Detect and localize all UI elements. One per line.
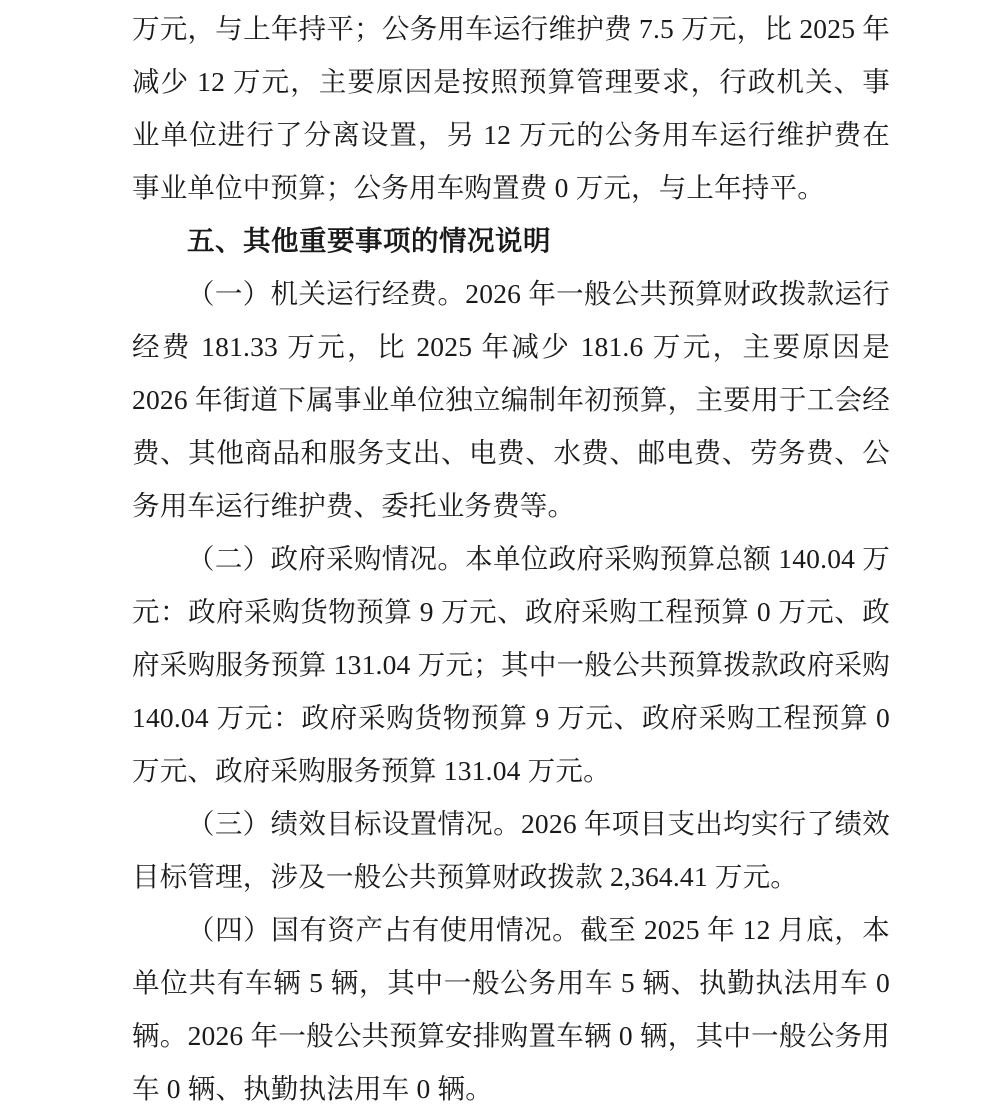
document-body <box>132 0 890 1115</box>
paragraph-operating-expense: （一）机关运行经费。2026 年一般公共预算财政拨款运行经费 181.33 万元，比 2025 年减少 181.6 万元，主要原因是 2026 年街道下属事业单位独立编制年初预算，主要用于工会经费、其他商品和服务支出、电费、水费、邮电费、劳务费、公务用车运行维护费、委托业务费等。 <box>132 278 890 521</box>
paragraph-state-assets: （四）国有资产占有使用情况。截至 2025 年 12 月底，本单位共有车辆 5 辆，其中一般公务用车 5 辆、执勤执法用车 0 辆。2026 年一般公共预算安排购置车辆 0 辆，其中一般公务用车 0 辆、执勤执法用车 0 辆。 <box>132 914 890 1104</box>
paragraph-car-expense-continued: 万元，与上年持平；公务用车运行维护费 7.5 万元，比 2025 年减少 12 万元，主要原因是按照预算管理要求，行政机关、事业单位进行了分离设置，另 12 万元的公务用车运行维护费在事业单位中预算；公务用车购置费 0 万元，与上年持平。 <box>132 13 890 203</box>
paragraph-government-procurement: （二）政府采购情况。本单位政府采购预算总额 140.04 万元：政府采购货物预算 9 万元、政府采购工程预算 0 万元、政府采购服务预算 131.04 万元；其中一般公共预算拨款政府采购 140.04 万元：政府采购货物预算 9 万元、政府采购工程预算 0 万元、政府采购服务预算 131.04 万元。 <box>132 543 890 786</box>
section-heading-other-matters: 五、其他重要事项的情况说明 <box>187 225 551 256</box>
paragraph-performance-target: （三）绩效目标设置情况。2026 年项目支出均实行了绩效目标管理，涉及一般公共预算财政拨款 2,364.41 万元。 <box>132 808 890 892</box>
